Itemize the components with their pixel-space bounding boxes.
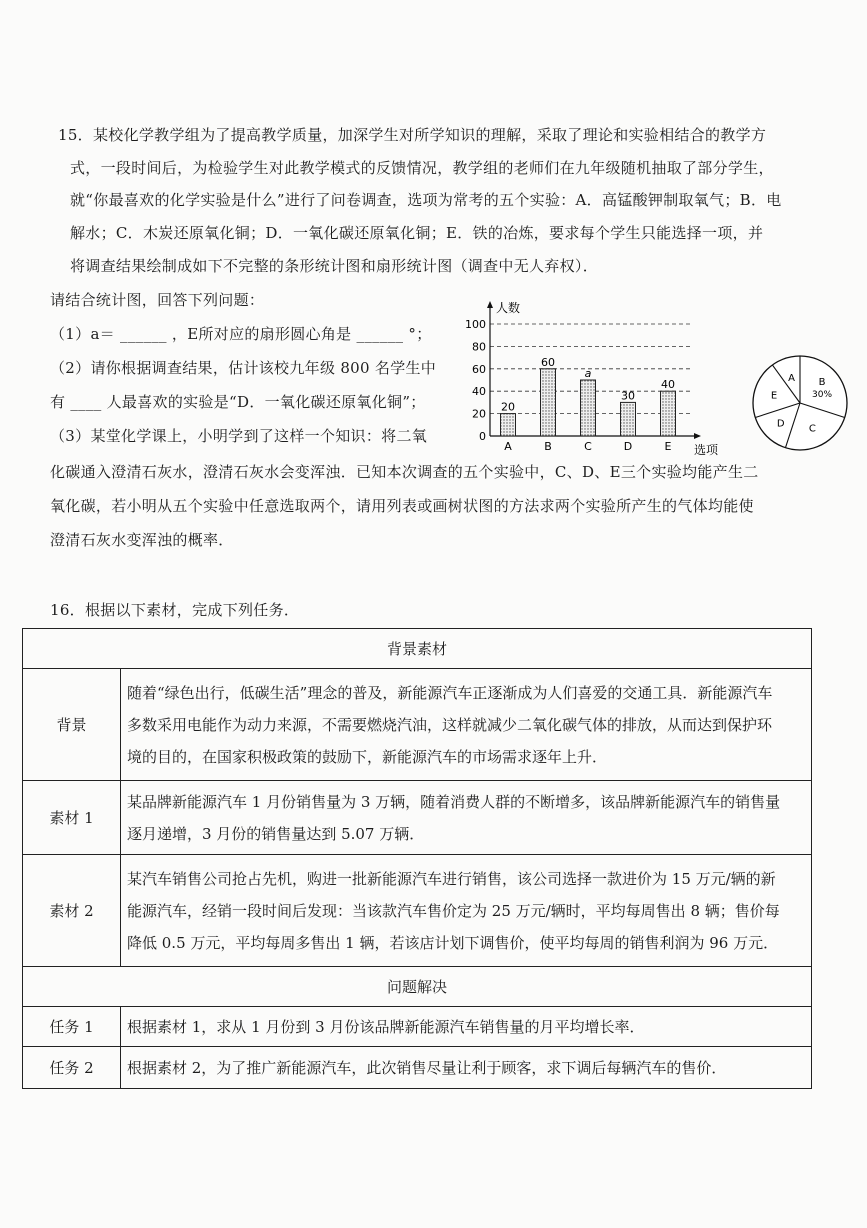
y-tick-label: 0 (479, 430, 486, 443)
bar-chart-svg (458, 296, 728, 456)
pie-slice-label: E (770, 390, 778, 402)
pie-slice-label: A (788, 373, 795, 385)
q15-line-12: 氧化碳，若小明从五个实验中任意选取两个，请用列表或画树状图的方法求两个实验所产生的气体均能使 (50, 497, 754, 515)
row-content-background (121, 669, 812, 781)
task-1-text: 根据素材 1，求从 1 月份到 3 月份该品牌新能源汽车销售量的月平均增长率． (121, 1007, 812, 1047)
q15-line-13: 澄清石灰水变浑浊的概率． (50, 531, 234, 549)
row-label-material-1: 素材 1 (23, 781, 121, 855)
row-text-line: 降低 0.5 万元，平均每周多售出 1 辆，若该店计划下调售价，使平均每周的销售利润为 96 万元． (127, 933, 779, 952)
bar-data-label: 40 (661, 378, 675, 392)
row-text-line: 某品牌新能源汽车 1 月份销售量为 3 万辆，随着消费人群的不断增多，该品牌新能源汽车的销售量 (127, 792, 781, 811)
pie-slice-label: D (776, 418, 785, 430)
q15-line-10: （3）某堂化学课上，小明学到了这样一个知识：将二氧 (50, 427, 428, 445)
q15-line-2: 式，一段时间后，为检验学生对此教学模式的反馈情况，教学组的老师们在九年级随机抽取了部分学生， (70, 159, 774, 177)
row-text-line: 随着“绿色出行，低碳生活”理念的普及，新能源汽车正逐渐成为人们喜爱的交通工具．新能源汽车 (127, 683, 773, 702)
row-text-line: 多数采用电能作为动力来源，不需要燃烧汽油，这样就减少二氧化碳气体的排放，从而达到保护环 (127, 715, 773, 734)
pie-chart (750, 343, 850, 463)
materials-table (22, 628, 812, 1088)
bar-data-label: 30 (621, 389, 635, 403)
row-content-material-2 (121, 855, 812, 967)
row-label-background: 背景 (23, 669, 121, 781)
bar-D (621, 402, 636, 436)
x-tick-label: D (623, 440, 633, 453)
row-label-material-2: 素材 2 (23, 855, 121, 967)
task-1-label: 任务 1 (23, 1007, 121, 1047)
bar-E (661, 391, 676, 436)
section-header-background: 背景素材 (23, 629, 812, 669)
q15-line-9: 有 ____ 人最喜欢的实验是“D．一氧化碳还原氧化铜”； (50, 393, 426, 411)
row-content-material-1 (121, 781, 812, 855)
y-axis-arrow (487, 301, 493, 308)
task-2-text: 根据素材 2，为了推广新能源汽车，此次销售尽量让利于顾客，求下调后每辆汽车的售价． (121, 1047, 812, 1089)
y-tick-label: 20 (472, 407, 486, 421)
x-tick-label: C (584, 440, 592, 453)
pie-slice-percent: 30% (812, 389, 833, 400)
bar-chart (458, 296, 728, 456)
pie-chart-svg (750, 343, 850, 463)
row-text-line: 境的目的，在国家积极政策的鼓励下，新能源汽车的市场需求逐年上升． (127, 747, 608, 766)
q15-line-7: （1）a＝ ______ ，E所对应的扇形圆心角是 ______ °； (50, 325, 432, 343)
x-tick-label: A (504, 440, 512, 453)
pie-slice-label: B (818, 376, 826, 388)
x-tick-label: E (664, 440, 672, 453)
q15-line-5: 将调查结果绘制成如下不完整的条形统计图和扇形统计图（调查中无人弃权）． (70, 257, 599, 275)
q15-line-6: 请结合统计图，回答下列问题： (50, 291, 265, 309)
bar-data-label: a (584, 367, 592, 380)
q16-intro: 16．根据以下素材，完成下列任务． (50, 601, 300, 619)
row-text-line: 逐月递增，3 月份的销售量达到 5.07 万辆． (127, 824, 425, 843)
q15-line-4: 解水；C．木炭还原氧化铜；D．一氧化碳还原氧化铜；E．铁的冶炼，要求每个学生只能选择一项，并 (70, 224, 764, 242)
bar-A (501, 414, 516, 436)
task-2-label: 任务 2 (23, 1047, 121, 1089)
bar-C (581, 380, 596, 436)
y-axis-label: 人数 (496, 301, 521, 315)
q15-line-3: 就“你最喜欢的化学实验是什么”进行了问卷调查，选项为常考的五个实验：A．高锰酸钾制取氧气；B．电 (70, 191, 782, 209)
bar-data-label: 60 (541, 355, 555, 369)
y-tick-label: 100 (465, 318, 486, 331)
bar-B (541, 369, 556, 436)
q15-line-11: 化碳通入澄清石灰水，澄清石灰水会变浑浊．已知本次调查的五个实验中，C、D、E三个实验均能产生二 (50, 463, 759, 481)
section-header-problem: 问题解决 (23, 967, 812, 1007)
pie-slice-label: C (808, 423, 816, 435)
y-tick-label: 40 (472, 385, 486, 399)
bar-data-label: 20 (501, 400, 515, 414)
y-tick-label: 80 (472, 340, 486, 354)
q15-line-8: （2）请你根据调查结果，估计该校九年级 800 名学生中 (50, 359, 437, 377)
row-text-line: 能源汽车，经销一段时间后发现：当该款汽车售价定为 25 万元/辆时，平均每周售出 8 辆；售价每 (127, 901, 780, 920)
x-axis-label: 选项 (694, 443, 719, 456)
row-text-line: 某汽车销售公司抢占先机，购进一批新能源汽车进行销售，该公司选择一款进价为 15 万元/辆的新 (127, 869, 776, 888)
x-axis-arrow (694, 433, 701, 439)
x-tick-label: B (544, 440, 552, 453)
q15-line-1: 15．某校化学教学组为了提高教学质量，加深学生对所学知识的理解，采取了理论和实验相结合的教学方 (58, 126, 767, 144)
y-tick-label: 60 (472, 362, 486, 376)
